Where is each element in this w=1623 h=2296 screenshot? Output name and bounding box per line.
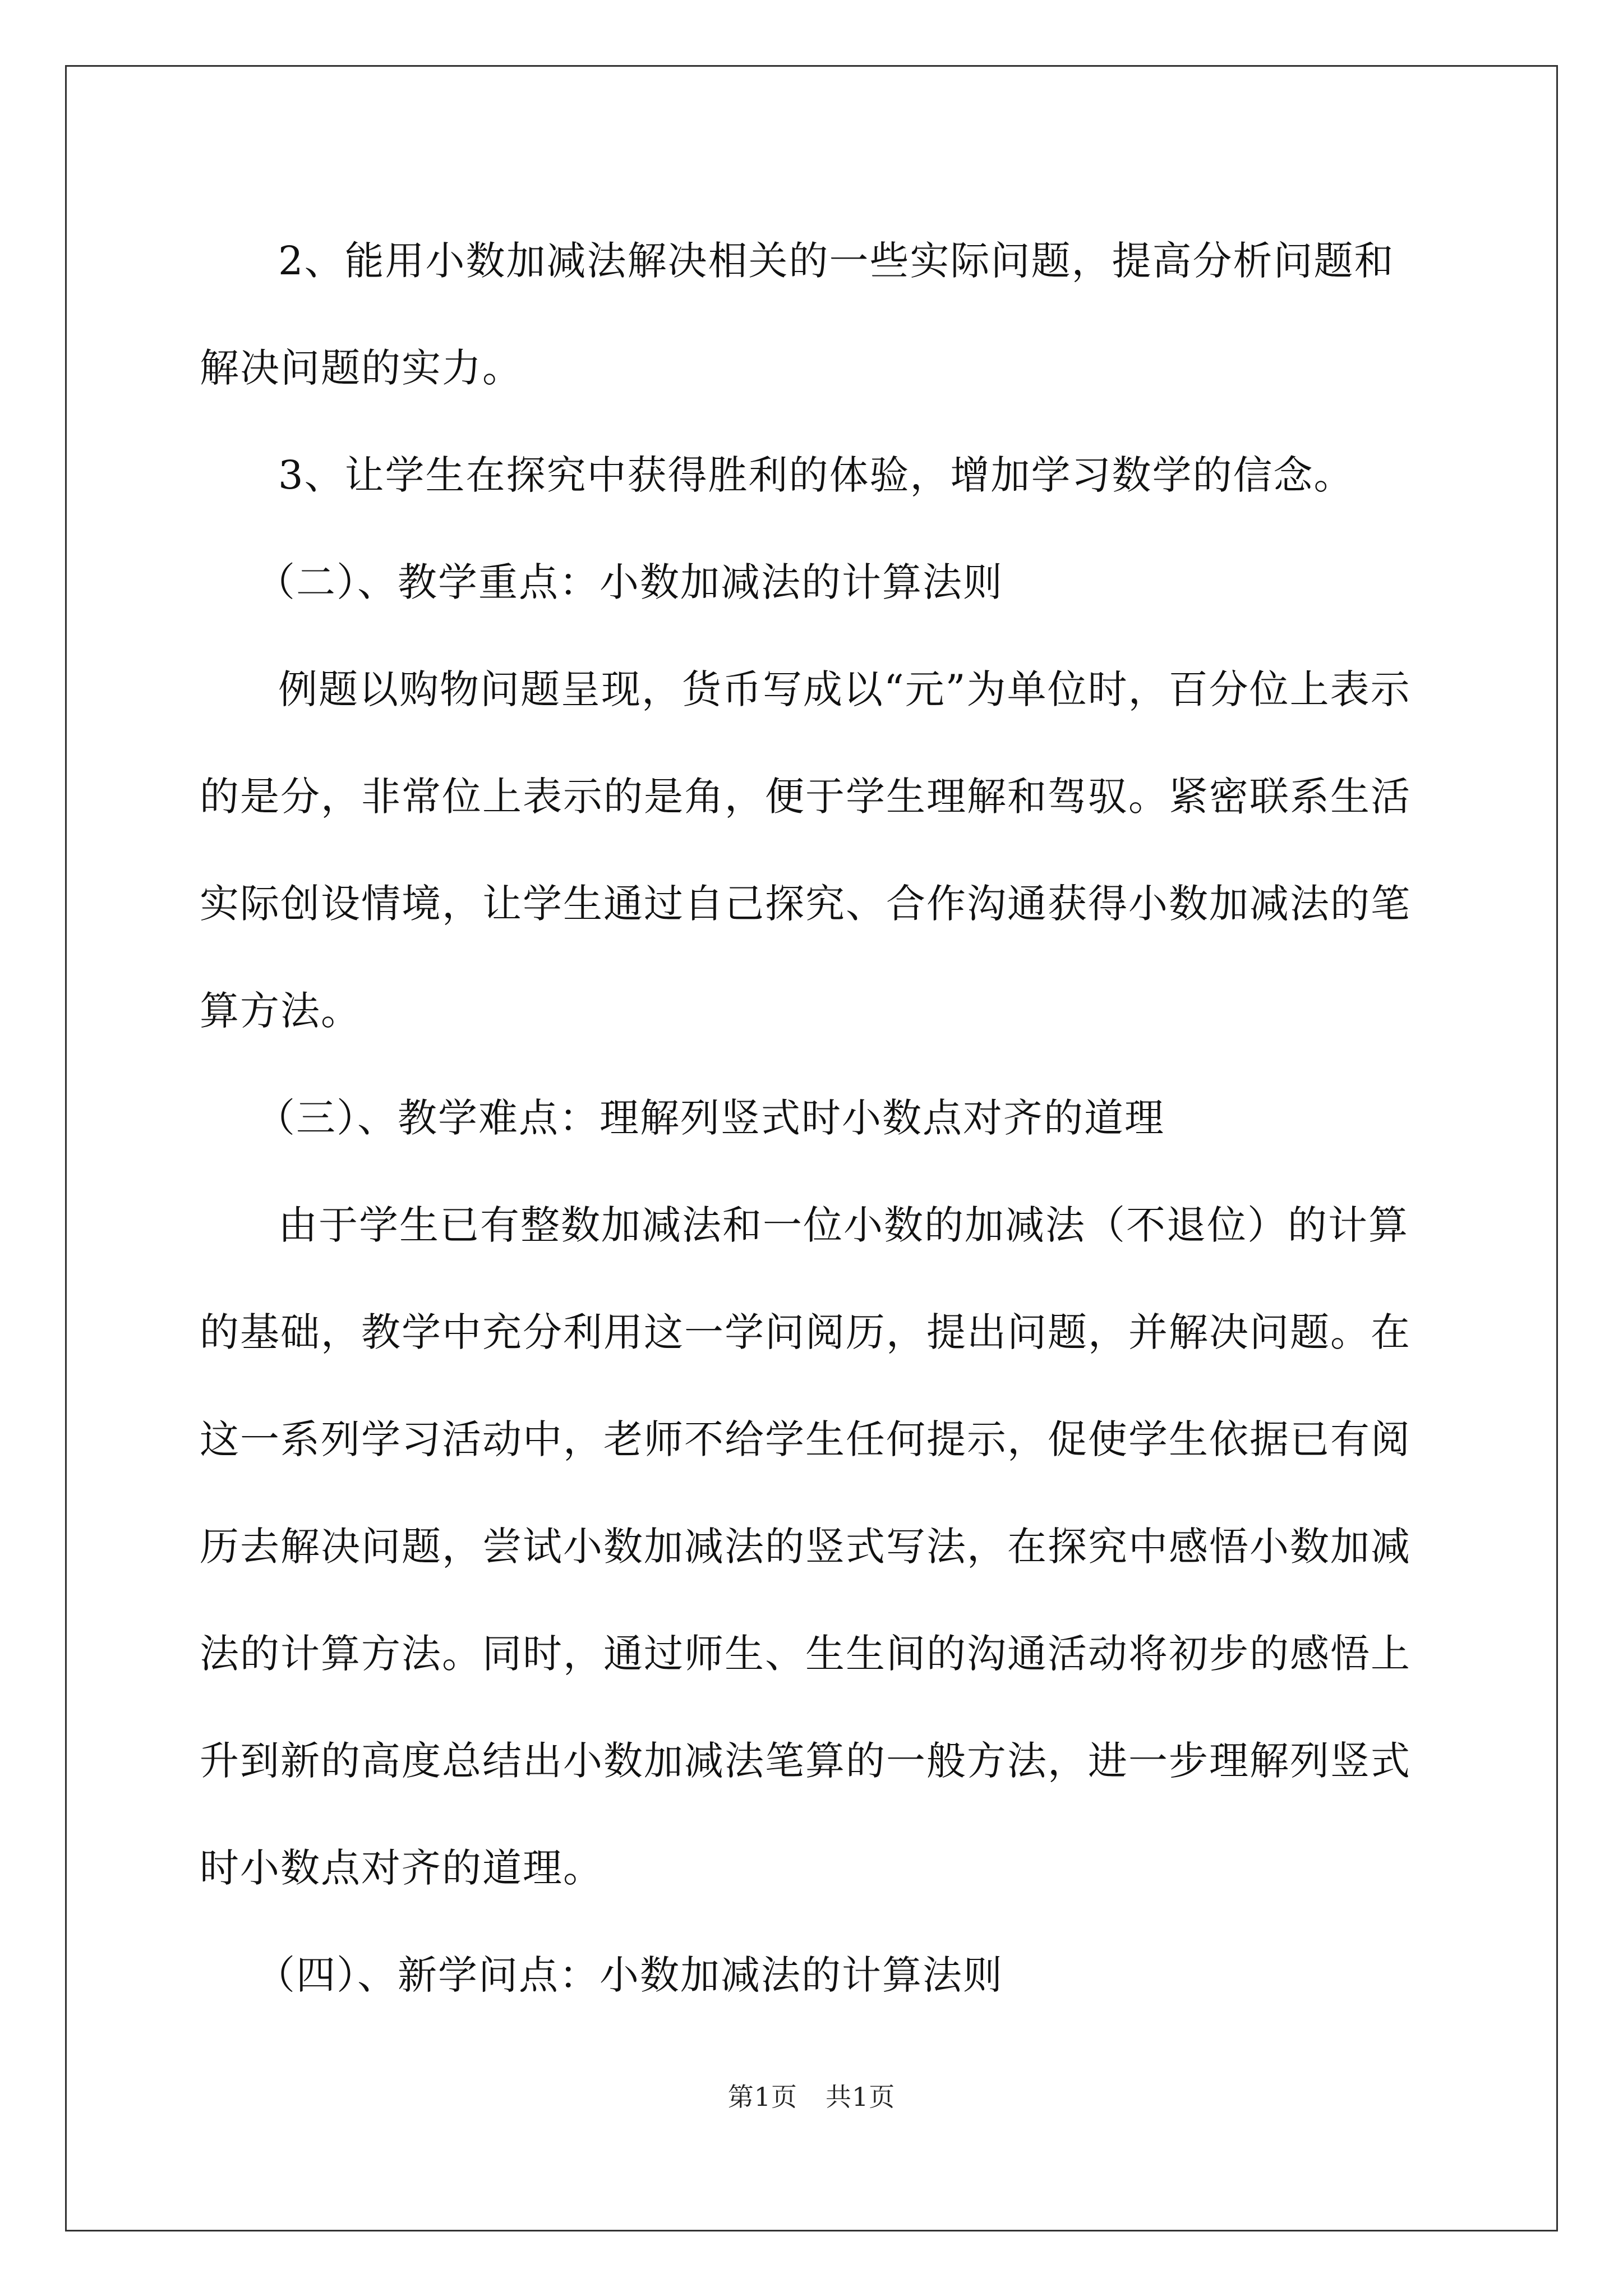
paragraph-teaching-difficulty: 由于学生已有整数加减法和一位小数的加减法（不退位）的计算的基础，教学中充分利用这一学问阅历，提出问题，并解决问题。在这一系列学习活动中，老师不给学生任何提示，促使学生依据已有阅历去解决问题，尝试小数加减法的竖式写法，在探究中感悟小数加减法的计算方法。同时，通过师生、生生间的沟通活动将初步的感悟上升到新的高度总结出小数加减法笔算的一般方法，进一步理解列竖式时小数点对齐的道理。 [200, 1202, 1411, 1891]
page-total: 共1页 [826, 2082, 896, 2112]
page-number: 第1页 [727, 2082, 797, 2112]
heading-new-knowledge: （四）、新学问点：小数加减法的计算法则 [256, 1952, 1003, 1998]
paragraph-objective-3: 3、让学生在探究中获得胜利的体验，增加学习数学的信念。 [278, 452, 1354, 498]
heading-teaching-difficulty: （三）、教学难点：理解列竖式时小数点对齐的道理 [256, 1095, 1165, 1141]
paragraph-teaching-focus: 例题以购物问题呈现，货币写成以“元”为单位时，百分位上表示的是分，非常位上表示的是角，便于学生理解和驾驭。紧密联系生活实际创设情境，让学生通过自己探究、合作沟通获得小数加减法的笔算方法。 [200, 666, 1411, 1034]
document-body [200, 208, 1428, 2029]
heading-teaching-focus: （二）、教学重点：小数加减法的计算法则 [256, 559, 1003, 605]
page-footer [0, 2077, 1623, 2114]
paragraph-objective-2: 2、能用小数加减法解决相关的一些实际问题，提高分析问题和解决问题的实力。 [200, 238, 1395, 391]
